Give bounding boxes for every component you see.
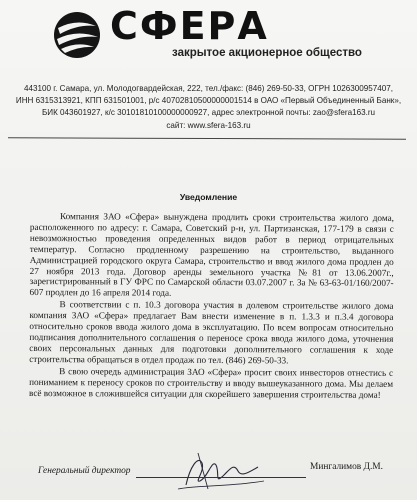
contact-line: БИК 043601927, к/с 30101810100000000927, адрес электронной почты: zao@sfera163.ru (41, 108, 376, 118)
notice-title: Уведомление (179, 192, 238, 202)
brand-name: СФЕРА (110, 4, 269, 48)
globe-logo-icon (52, 10, 102, 60)
contact-line: сайт: www.sfera-163.ru (166, 120, 251, 130)
signatory-name: Мингалимов Д.М. (310, 462, 383, 472)
signature-block (28, 462, 417, 492)
contact-line: ИНН 6315313921, КПП 631501001, р/с 40702810500000001514 в ОАО «Первый Объединенный Банк», (15, 96, 402, 106)
signatory-role: Генеральный директор (38, 466, 131, 476)
contact-line: 443100 г. Самара, ул. Молодогвардейская, 222, тел./факс: (846) 269-50-33, ОГРН 1026300957407, (23, 84, 394, 93)
brand-subtitle: закрытое акционерное общество (172, 47, 362, 59)
notice-body (29, 211, 394, 401)
notice-paragraph: В свою очередь администрация ЗАО «Сфера» просит своих инвесторов отнестись с пониманием к переносу сроков по строительству и вводу вышеуказанного дома. Мы делаем всё возможное в сложившейся ситуации для скорейшего завершения строительства дома! (29, 365, 394, 400)
notice-paragraph: Компания ЗАО «Сфера» вынуждена продлить сроки строительства жилого дома, расположенного по адресу: г. Самара, Советский р-н, ул. Партизанская, 177-179 в связи с невозможностью проведения определенных видов работ в период отрицательных температур. Согласно продленному разрешению на строительство, выданного Администрацией городского округа Самара, строительство и ввод жилого дома продлен до 27 ноября 2013 года. Договор аренды земельного участка №81 от 13.06.2007г., зарегистрированный в ГУ ФРС по Самарской области 03.07.2007 г. За № 63-63-01/160/2007-607 продлен до 16 апреля 2014 года. (29, 211, 394, 299)
signature-line (136, 477, 306, 478)
letterhead-logo (52, 6, 372, 66)
contact-block (0, 83, 417, 132)
header-divider (8, 137, 406, 139)
notice-paragraph: В соответствии с п. 10.3 договора участия в долевом строительстве жилого дома компания ЗАО «Сфера» предлагает Вам внести изменение в п. 1.3.3 и п.3.4 договора относительно сроков ввода жилого дома в эксплуатацию. По всем вопросам относительно подписания дополнительного соглашения о переносе срока ввода жилого дома, уточнения своих персональных данных для подготовки дополнительного соглашения к ходе строительства обращаться в отдел продаж по тел. (846) 269-50-33. (29, 299, 394, 366)
